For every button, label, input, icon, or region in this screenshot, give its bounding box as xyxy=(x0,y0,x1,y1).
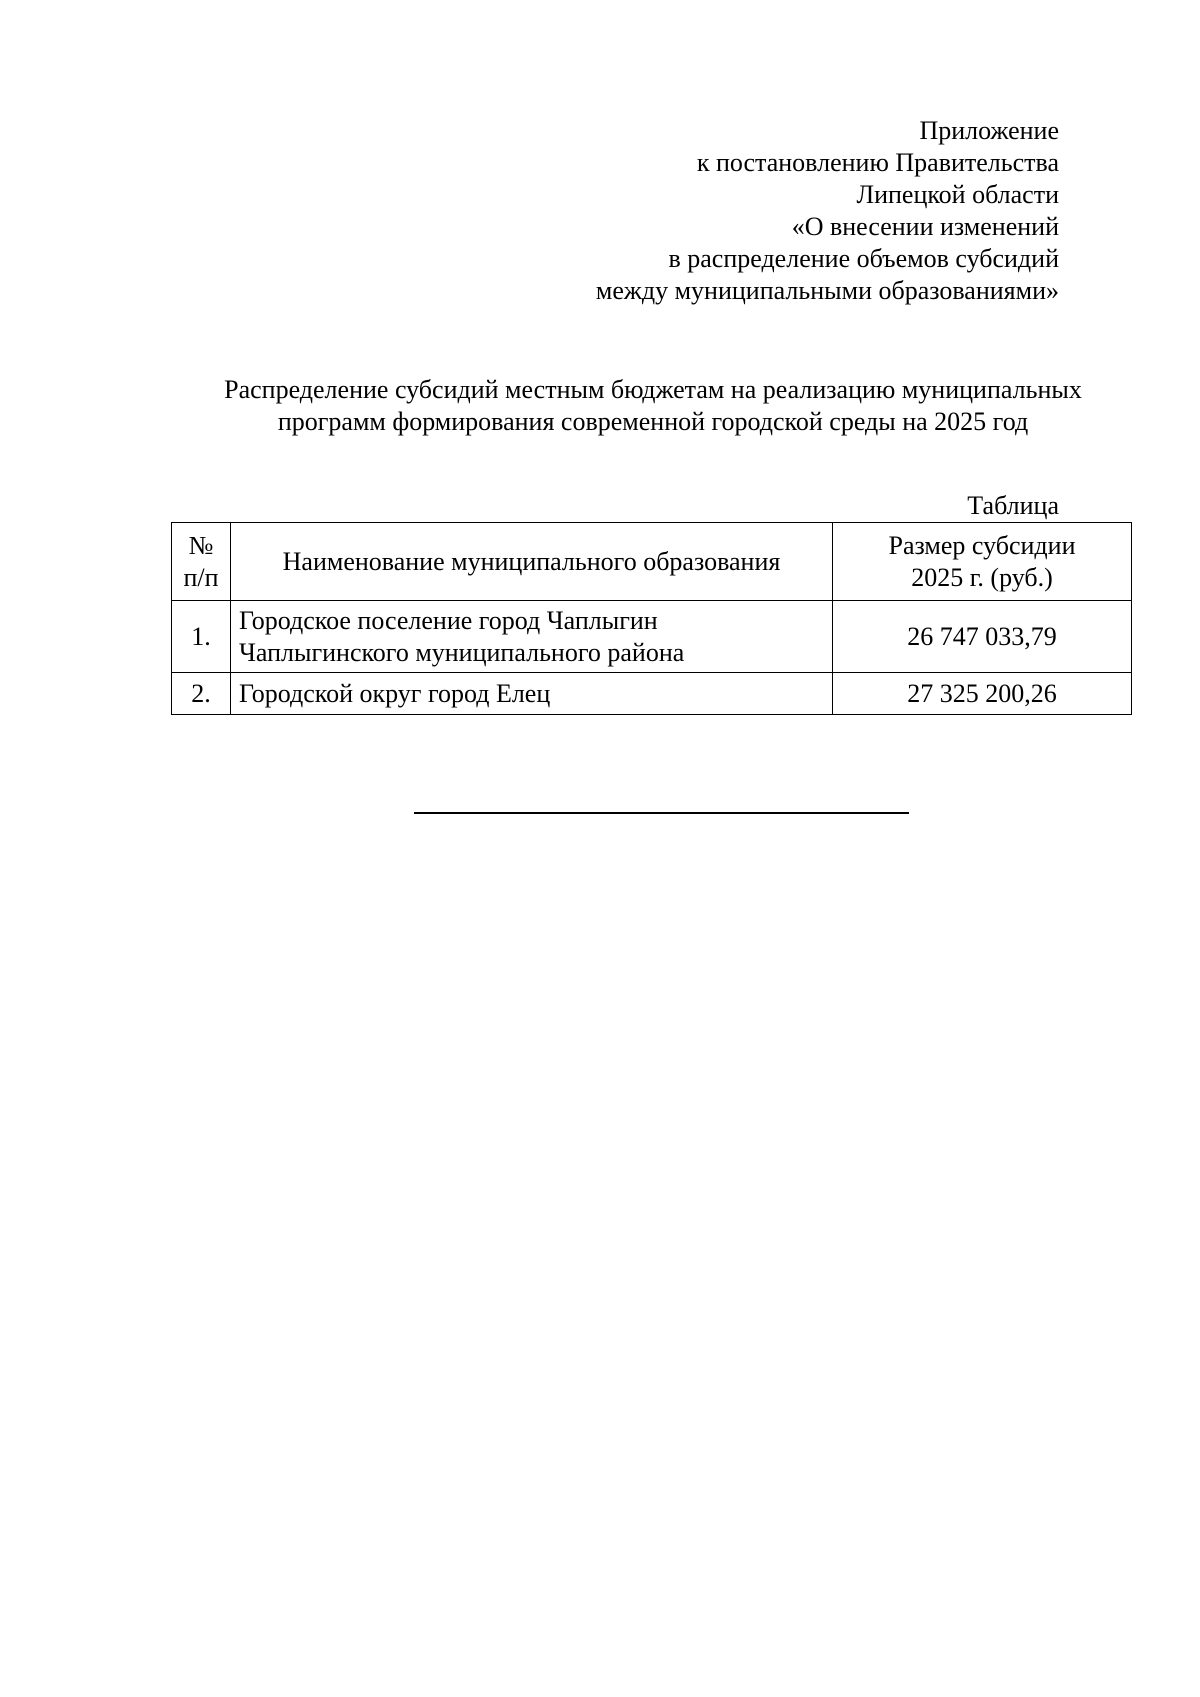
appendix-line: между муниципальными образованиями» xyxy=(595,276,1059,305)
table-label: Таблица xyxy=(967,491,1059,520)
cell-amount: 27 325 200,26 xyxy=(833,673,1132,715)
cell-num: 1. xyxy=(172,601,231,673)
cell-name: Городской округ город Елец xyxy=(231,673,833,715)
title-line: программ формирования современной городской среды на 2025 год xyxy=(277,407,1029,436)
header-amount: Размер субсидии 2025 г. (руб.) xyxy=(833,523,1132,601)
appendix-header xyxy=(596,115,1059,307)
header-name: Наименование муниципального образования xyxy=(231,523,833,601)
cell-num: 2. xyxy=(172,673,231,715)
cell-name: Городское поселение город Чаплыгин Чаплыгинского муниципального района xyxy=(231,601,833,673)
table-header-row xyxy=(172,523,1132,601)
appendix-line: «О внесении изменений xyxy=(791,212,1059,241)
appendix-line: в распределение объемов субсидий xyxy=(668,244,1059,273)
appendix-line: к постановлению Правительства xyxy=(696,148,1059,177)
document-title xyxy=(160,374,1146,438)
subsidy-table xyxy=(171,522,1132,715)
header-num: № п/п xyxy=(172,523,231,601)
title-line: Распределение субсидий местным бюджетам на реализацию муниципальных xyxy=(224,375,1082,404)
appendix-line: Приложение xyxy=(919,116,1059,145)
appendix-line: Липецкой области xyxy=(856,180,1059,209)
table-row xyxy=(172,673,1132,715)
end-divider xyxy=(414,812,909,814)
cell-amount: 26 747 033,79 xyxy=(833,601,1132,673)
table-row xyxy=(172,601,1132,673)
